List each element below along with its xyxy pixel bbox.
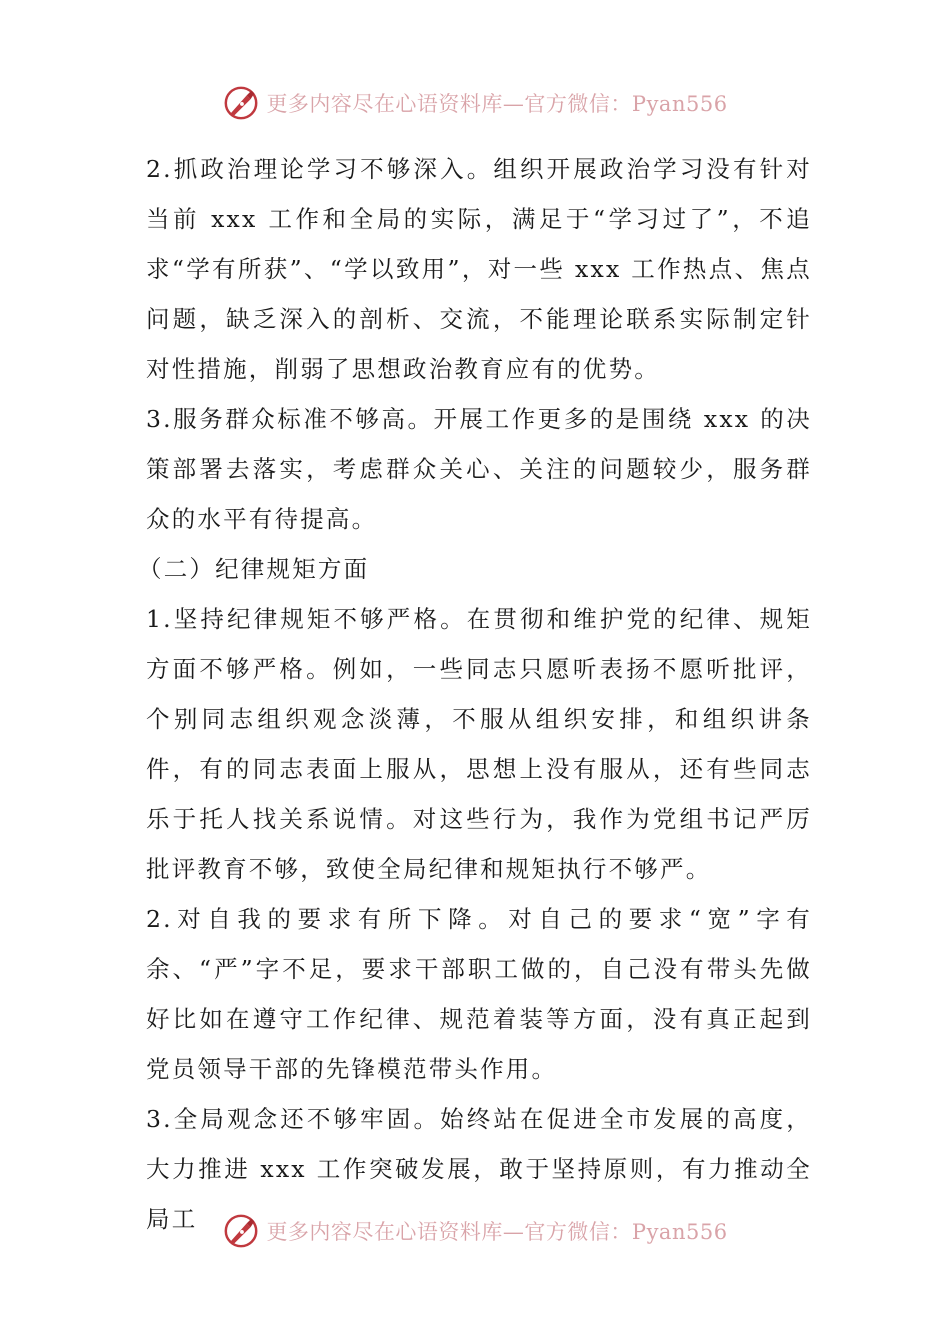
banner-text: 更多内容尽在心语资料库—官方微信：Pyan556 xyxy=(266,92,728,116)
banner-text: 更多内容尽在心语资料库—官方微信：Pyan556 xyxy=(266,1220,728,1244)
paragraph-2-study: 2.抓政治理论学习不够深入。组织开展政治学习没有针对当前 xxx 工作和全局的实际，满足于“学习过了”，不追求“学有所获”、“学以致用”，对一些 xxx 工作热点、焦点问题，缺乏深入的剖析、交流，不能理论联系实际制定针对性措施，削弱了思想政治教育应有的优势。 xyxy=(146,155,812,383)
pen-nib-logo-icon xyxy=(222,1212,260,1250)
paragraph-3-service: 3.服务群众标准不够高。开展工作更多的是围绕 xxx 的决策部署去落实，考虑群众关心、关注的问题较少，服务群众的水平有待提高。 xyxy=(146,405,812,533)
paragraph-3-overall-view: 3.全局观念还不够牢固。始终站在促进全市发展的高度，大力推进 xxx 工作突破发展，敢于坚持原则，有力推动全局工 xyxy=(146,1105,812,1233)
footer-banner xyxy=(0,1208,950,1254)
paragraph-1-discipline: 1.坚持纪律规矩不够严格。在贯彻和维护党的纪律、规矩方面不够严格。例如，一些同志只愿听表扬不愿听批评，个别同志组织观念淡薄，不服从组织安排，和组织讲条件，有的同志表面上服从，思想上没有服从，还有些同志乐于托人找关系说情。对这些行为，我作为党组书记严厉批评教育不够，致使全局纪律和规矩执行不够严。 xyxy=(146,605,812,883)
header-banner xyxy=(0,80,950,126)
paragraph-2-self-requirement: 2.对自我的要求有所下降。对自己的要求“宽”字有余、“严”字不足，要求干部职工做的，自己没有带头先做好比如在遵守工作纪律、规范着装等方面，没有真正起到党员领导干部的先锋模范带头作用。 xyxy=(146,905,812,1083)
document-body xyxy=(138,144,812,1244)
pen-nib-logo-icon xyxy=(222,84,260,122)
section-heading-discipline: （二）纪律规矩方面 xyxy=(138,555,370,583)
